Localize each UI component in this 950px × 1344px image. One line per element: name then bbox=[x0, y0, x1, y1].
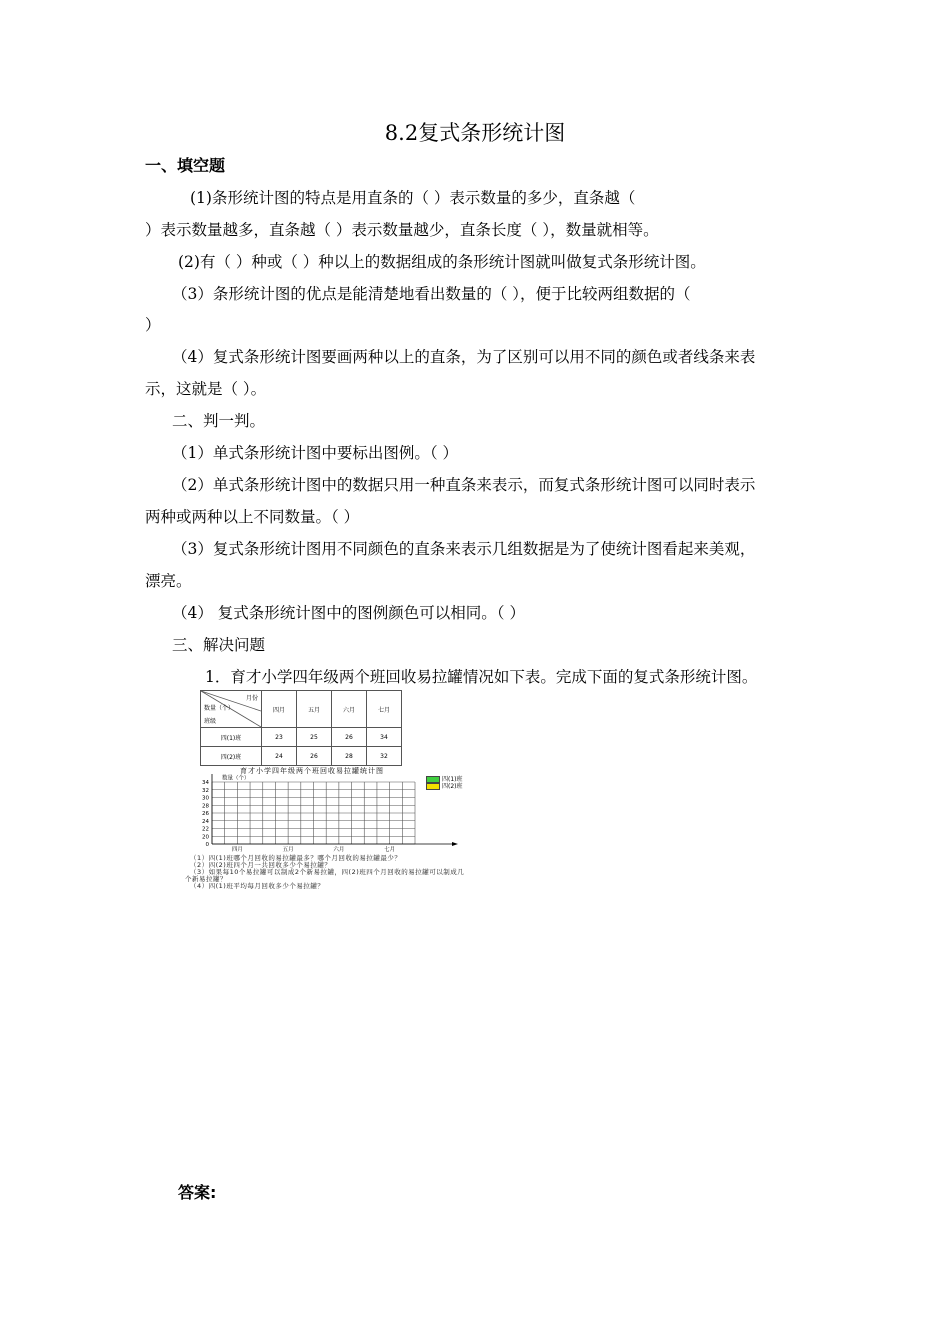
chart-y-tick-label: 0 bbox=[205, 842, 209, 848]
section3-heading: 三、解决问题 bbox=[172, 636, 266, 654]
data-table bbox=[200, 690, 402, 766]
chart-y-tick-label: 24 bbox=[202, 818, 209, 825]
chart-question-4: （4）四(1)班平均每月回收多少个易拉罐？ bbox=[190, 882, 325, 890]
fill-line-3: (2)有（ ）种或（ ）种以上的数据组成的条形统计图就叫做复式条形统计图。 bbox=[178, 253, 706, 271]
table-cell: 28 bbox=[332, 747, 367, 766]
fill-line-2: ）表示数量越多，直条越（ ）表示数量越少，直条长度（ ），数量就相等。 bbox=[145, 221, 659, 239]
table-cell: 23 bbox=[262, 728, 297, 747]
table-cell: 34 bbox=[367, 728, 402, 747]
table-row bbox=[201, 747, 402, 766]
table-cell: 26 bbox=[332, 728, 367, 747]
table-cell: 24 bbox=[262, 747, 297, 766]
fill-line-6: （4）复式条形统计图要画两种以上的直条，为了区别可以用不同的颜色或者线条来表 bbox=[172, 348, 756, 366]
chart-question-2: （2）四(2)班四个月一共回收多少个易拉罐？ bbox=[190, 861, 332, 869]
table-header-cell: 四月 bbox=[262, 691, 297, 728]
bar-chart bbox=[190, 774, 460, 856]
judge-line-5: 漂亮。 bbox=[145, 572, 192, 590]
legend-label-class2: 四(2)班 bbox=[442, 783, 463, 790]
table-header-cell: 六月 bbox=[332, 691, 367, 728]
chart-y-tick-label: 20 bbox=[202, 834, 209, 841]
answer-label: 答案: bbox=[178, 1183, 217, 1202]
fill-line-5: ） bbox=[145, 316, 161, 334]
judge-line-1: （1）单式条形统计图中要标出图例。（ ） bbox=[172, 444, 459, 462]
chart-x-tick-label: 六月 bbox=[333, 847, 345, 853]
section2-heading: 二、判一判。 bbox=[172, 412, 266, 430]
chart-question-3-cont: 个新易拉罐？ bbox=[185, 875, 227, 883]
fill-line-1: (1)条形统计图的特点是用直条的（ ）表示数量的多少，直条越（ bbox=[190, 189, 636, 207]
page-title: 8.2复式条形统计图 bbox=[384, 121, 566, 145]
problem-1: 1．育才小学四年级两个班回收易拉罐情况如下表。完成下面的复式条形统计图。 bbox=[205, 668, 758, 686]
table-header-cell: 七月 bbox=[367, 691, 402, 728]
chart-y-tick-label: 32 bbox=[202, 787, 209, 794]
chart-question-3: （3）如果每10个易拉罐可以制成2个新易拉罐，四(2)班四个月回收的易拉罐可以制成几 bbox=[190, 868, 465, 876]
table-cell: 26 bbox=[297, 747, 332, 766]
table-row-label: 四(1)班 bbox=[201, 728, 262, 747]
table-cell: 25 bbox=[297, 728, 332, 747]
judge-line-4: （3）复式条形统计图用不同颜色的直条来表示几组数据是为了使统计图看起来美观， bbox=[172, 540, 756, 558]
chart-y-tick-label: 22 bbox=[202, 826, 209, 833]
corner-month-label: 月份 bbox=[245, 695, 258, 702]
table-header-cell: 五月 bbox=[297, 691, 332, 728]
chart-y-axis-label: 数量（个） bbox=[222, 775, 250, 782]
section1-heading: 一、填空题 bbox=[145, 156, 226, 175]
chart-x-tick-label: 七月 bbox=[384, 847, 396, 853]
chart-x-axis-arrow bbox=[452, 842, 458, 846]
table-header-row bbox=[201, 691, 402, 728]
table-corner-cell bbox=[201, 691, 262, 728]
fill-line-4: （3）条形统计图的优点是能清楚地看出数量的（ ），便于比较两组数据的（ bbox=[172, 285, 691, 303]
chart-question-1: （1）四(1)班哪个月回收的易拉罐最多？哪个月回收的易拉罐最少？ bbox=[190, 854, 402, 862]
chart-x-tick-label: 五月 bbox=[282, 847, 294, 853]
chart-x-tick-label: 四月 bbox=[231, 847, 243, 853]
judge-line-6: （4） 复式条形统计图中的图例颜色可以相同。（ ） bbox=[172, 604, 525, 622]
fill-line-7: 示，这就是（ ）。 bbox=[145, 380, 267, 398]
table-row-label: 四(2)班 bbox=[201, 747, 262, 766]
chart-y-tick-label: 26 bbox=[202, 811, 209, 817]
chart-title: 育才小学四年级两个班回收易拉罐统计图 bbox=[240, 767, 384, 775]
corner-quantity-label: 数量（个） bbox=[204, 705, 235, 712]
corner-class-label: 班级 bbox=[204, 718, 217, 725]
legend-label-class1: 四(1)班 bbox=[442, 776, 463, 783]
table-cell: 32 bbox=[367, 747, 402, 766]
chart-y-tick-label: 30 bbox=[202, 795, 209, 802]
chart-y-tick-label: 28 bbox=[202, 803, 209, 810]
chart-y-tick-label: 34 bbox=[202, 780, 209, 786]
judge-line-3: 两种或两种以上不同数量。（ ） bbox=[145, 508, 360, 526]
judge-line-2: （2）单式条形统计图中的数据只用一种直条来表示，而复式条形统计图可以同时表示 bbox=[172, 476, 756, 494]
table-row bbox=[201, 728, 402, 747]
